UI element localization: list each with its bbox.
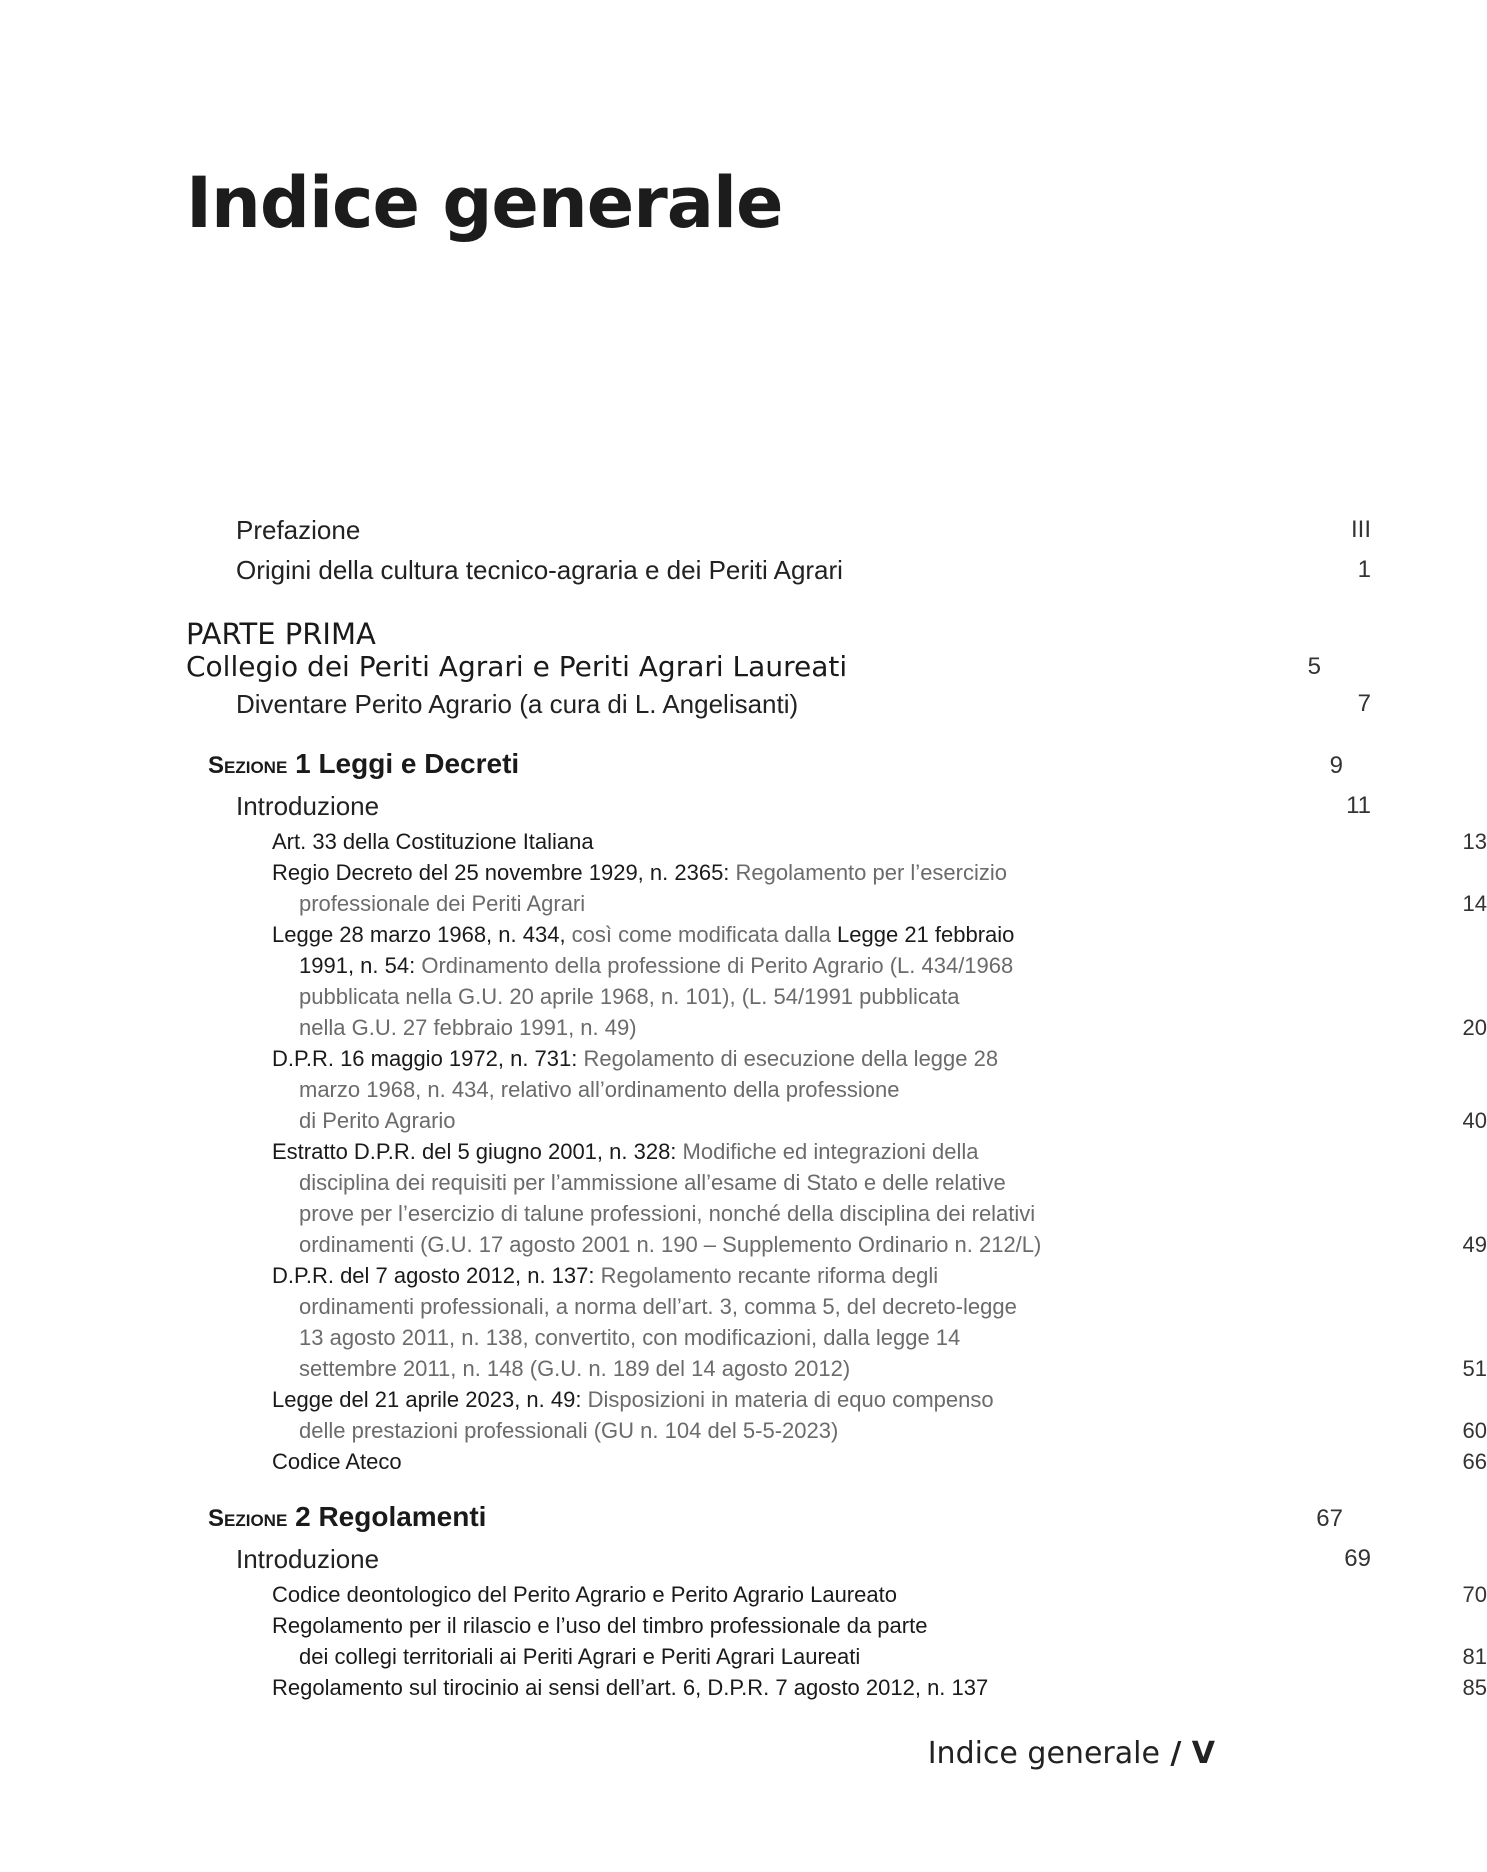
toc-item-line — [272, 888, 1407, 919]
toc-item[interactable] — [0, 919, 1487, 1043]
toc-item-line — [272, 1579, 1407, 1610]
toc-item-label: Legge del 21 aprile 2023, n. 49: — [272, 1387, 582, 1412]
toc-item-line — [272, 1446, 1407, 1477]
toc-item-description: ordinamenti professionali, a norma dell’art. 3, comma 5, del decreto-legge — [299, 1294, 1017, 1319]
toc-item-line — [272, 1641, 1407, 1672]
toc-entry-diventare[interactable] — [0, 684, 1371, 724]
toc-page-number: 13 — [1462, 829, 1487, 854]
toc-entry-part-title[interactable] — [0, 650, 1321, 684]
toc-item[interactable] — [0, 1043, 1487, 1136]
toc-item-line — [272, 1353, 1407, 1384]
toc-page-number: 67 — [1316, 1505, 1343, 1532]
toc-item-description: ordinamenti (G.U. 17 agosto 2001 n. 190 – Supplemento Ordinario n. 212/L) — [299, 1232, 1042, 1257]
toc-page-number: 14 — [1462, 891, 1487, 916]
toc-page-number: 20 — [1462, 1015, 1487, 1040]
toc-item-label: 1991, n. 54: — [299, 953, 416, 978]
toc-item-line — [272, 1291, 1407, 1322]
toc-page-number: 7 — [1357, 690, 1371, 717]
toc-entry-label: Introduzione — [236, 791, 380, 821]
toc-item-line — [272, 1672, 1407, 1703]
toc-item-description: di Perito Agrario — [299, 1108, 456, 1133]
section-number: 2 — [295, 1501, 311, 1532]
toc-item-description: 13 agosto 2011, n. 138, convertito, con modificazioni, dalla legge 14 — [299, 1325, 961, 1350]
section-keyword: Sezione — [208, 1505, 288, 1532]
toc-item-description: marzo 1968, n. 434, relativo all’ordinamento della professione — [299, 1077, 900, 1102]
section-1-items — [0, 826, 1487, 1477]
toc-item-description: Modifiche ed integrazioni della — [676, 1139, 979, 1164]
toc-page-number: 81 — [1462, 1644, 1487, 1669]
toc-entry-label: Diventare Perito Agrario (a cura di L. Angelisanti) — [236, 689, 799, 719]
table-of-contents — [0, 510, 1487, 1703]
toc-item-label: Art. 33 della Costituzione Italiana — [272, 829, 594, 854]
toc-item-description: delle prestazioni professionali (GU n. 104 del 5-5-2023) — [299, 1418, 839, 1443]
toc-page-number: 51 — [1462, 1356, 1487, 1381]
toc-entry-introduzione[interactable] — [0, 786, 1371, 826]
toc-item[interactable] — [0, 1672, 1487, 1703]
toc-page-number: 49 — [1462, 1232, 1487, 1257]
toc-item-description: disciplina dei requisiti per l’ammissione all’esame di Stato e delle relative — [299, 1170, 1006, 1195]
toc-item-line — [272, 857, 1407, 888]
toc-page-number: III — [1350, 516, 1371, 543]
toc-item-line — [272, 950, 1407, 981]
toc-item-label: D.P.R. 16 maggio 1972, n. 731: — [272, 1046, 578, 1071]
page-title: Indice generale — [186, 162, 783, 244]
toc-item-label: Codice deontologico del Perito Agrario e Perito Agrario Laureato — [272, 1582, 897, 1607]
toc-page-number: 11 — [1346, 792, 1371, 819]
toc-item-description: Regolamento per l’esercizio — [729, 860, 1007, 885]
toc-item-label: Regolamento per il rilascio e l’uso del timbro professionale da parte — [272, 1613, 928, 1638]
footer-separator: / — [1159, 1736, 1192, 1771]
page-footer — [928, 1736, 1215, 1771]
toc-item[interactable] — [0, 826, 1487, 857]
toc-item[interactable] — [0, 1579, 1487, 1610]
toc-item-description: così come modificata dalla — [565, 922, 838, 947]
toc-page-number: 69 — [1344, 1545, 1371, 1572]
toc-item-description: prove per l’esercizio di talune professioni, nonché della disciplina dei relativi — [299, 1201, 1036, 1226]
toc-item-description: pubblicata nella G.U. 20 aprile 1968, n. 101), (L. 54/1991 pubblicata — [299, 984, 960, 1009]
toc-item-label: Regio Decreto del 25 novembre 1929, n. 2365: — [272, 860, 730, 885]
toc-item-line — [272, 1322, 1407, 1353]
section-keyword: Sezione — [208, 752, 288, 779]
toc-entry-label: Introduzione — [236, 1544, 380, 1574]
toc-item[interactable] — [0, 1610, 1487, 1672]
section-title: Regolamenti — [318, 1501, 487, 1532]
toc-item-label: dei collegi territoriali ai Periti Agrari e Periti Agrari Laureati — [299, 1644, 861, 1669]
toc-item-description: professionale dei Periti Agrari — [299, 891, 586, 916]
toc-item-description: settembre 2011, n. 148 (G.U. n. 189 del 14 agosto 2012) — [299, 1356, 851, 1381]
toc-item-line — [272, 1167, 1407, 1198]
toc-entry-label: Prefazione — [236, 515, 361, 545]
toc-entry-sezione-1[interactable] — [0, 744, 1343, 786]
toc-item-line — [272, 1610, 1407, 1641]
toc-item-label: Legge 28 marzo 1968, n. 434, — [272, 922, 566, 947]
toc-item[interactable] — [0, 857, 1487, 919]
toc-entry-introduzione[interactable] — [0, 1539, 1371, 1579]
toc-entry-label: Origini della cultura tecnico-agraria e dei Periti Agrari — [236, 555, 843, 585]
toc-item-description: Regolamento di esecuzione della legge 28 — [577, 1046, 999, 1071]
section-2-items — [0, 1579, 1487, 1703]
toc-item-line — [272, 981, 1407, 1012]
toc-item-label: D.P.R. del 7 agosto 2012, n. 137: — [272, 1263, 595, 1288]
toc-item-line — [272, 1198, 1407, 1229]
toc-item-line — [272, 1043, 1407, 1074]
toc-item-label: Codice Ateco — [272, 1449, 402, 1474]
toc-item-description: Regolamento recante riforma degli — [594, 1263, 939, 1288]
toc-page-number: 85 — [1462, 1675, 1487, 1700]
toc-item-line — [272, 1074, 1407, 1105]
toc-page-number: 9 — [1329, 752, 1343, 779]
toc-item-description: nella G.U. 27 febbraio 1991, n. 49) — [299, 1015, 637, 1040]
toc-page-number: 40 — [1462, 1108, 1487, 1133]
toc-entry-sezione-2[interactable] — [0, 1497, 1343, 1539]
toc-item-description: Disposizioni in materia di equo compenso — [581, 1387, 994, 1412]
toc-page-number: 66 — [1462, 1449, 1487, 1474]
toc-page-number: 70 — [1462, 1582, 1487, 1607]
toc-item-label: Regolamento sul tirocinio ai sensi dell’art. 6, D.P.R. 7 agosto 2012, n. 137 — [272, 1675, 989, 1700]
footer-page-number: V — [1191, 1736, 1215, 1771]
toc-page-number: 5 — [1307, 653, 1321, 680]
toc-item-line — [272, 1105, 1407, 1136]
toc-item-description: Ordinamento della professione di Perito Agrario (L. 434/1968 — [415, 953, 1014, 978]
toc-item-line — [272, 1260, 1407, 1291]
toc-item-line — [272, 919, 1407, 950]
toc-entry-origini[interactable] — [0, 550, 1371, 590]
toc-item-line — [272, 1229, 1407, 1260]
toc-item-line — [272, 1384, 1407, 1415]
toc-item-line — [272, 1415, 1407, 1446]
toc-item[interactable] — [0, 1446, 1487, 1477]
toc-item-line — [272, 826, 1407, 857]
toc-entry-prefazione[interactable] — [0, 510, 1371, 550]
toc-item-label: Legge 21 febbraio — [837, 922, 1015, 947]
toc-item-line — [272, 1136, 1407, 1167]
footer-text: Indice generale — [927, 1736, 1160, 1771]
toc-item[interactable] — [0, 1136, 1487, 1260]
toc-item-line — [272, 1012, 1407, 1043]
toc-item[interactable] — [0, 1260, 1487, 1384]
part-title: Collegio dei Periti Agrari e Periti Agrari Laureati — [186, 650, 848, 683]
toc-page-number: 1 — [1357, 556, 1371, 583]
part-label: PARTE PRIMA — [186, 617, 376, 651]
section-title: Leggi e Decreti — [318, 748, 520, 779]
toc-item-label: Estratto D.P.R. del 5 giugno 2001, n. 328: — [272, 1139, 677, 1164]
toc-item[interactable] — [0, 1384, 1487, 1446]
toc-page-number: 60 — [1462, 1418, 1487, 1443]
section-number: 1 — [295, 748, 311, 779]
